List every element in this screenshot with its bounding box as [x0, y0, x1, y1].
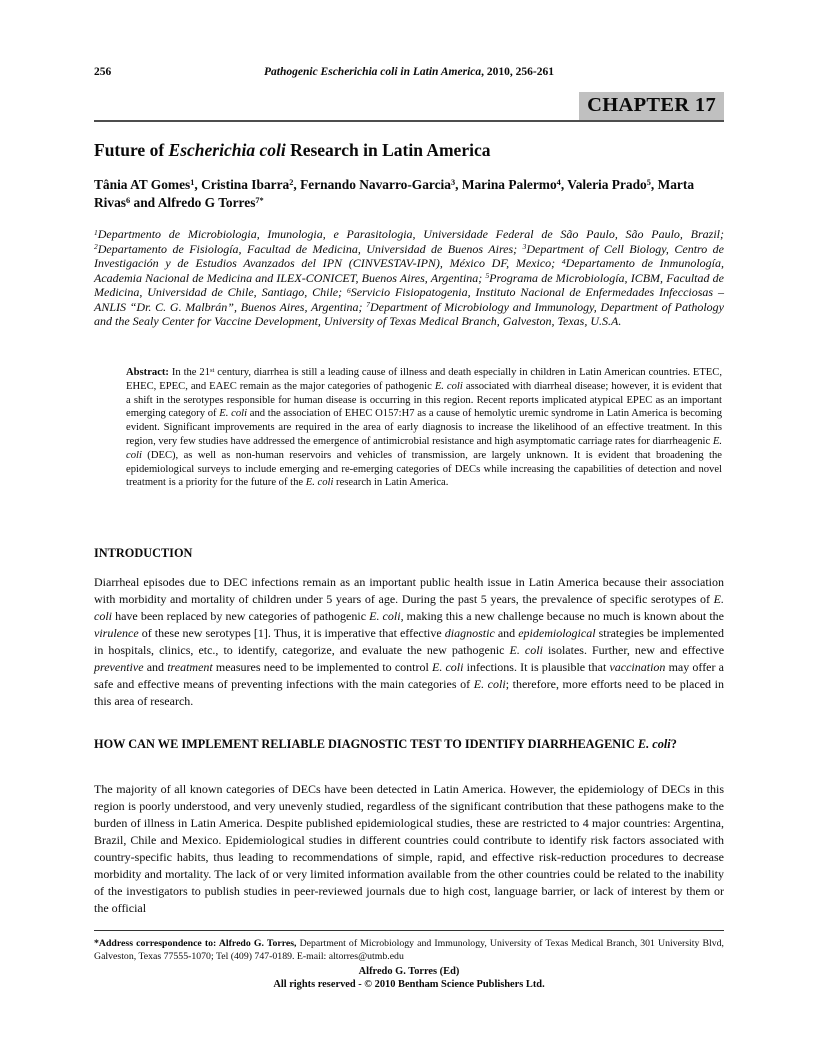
chapter-row: [94, 92, 724, 120]
footnote-divider: [94, 930, 724, 931]
abstract: Abstract: In the 21st century, diarrhea is still a leading cause of illness and death especially in children in Latin American countries. ETEC, EHEC, EPEC, and EAEC remain as the major categories of pathogenic E. coli associated with diarrheal disease; however, it is evident that a shift in the serotypes responsible for human disease is occurring in this region. Recent reports implicated atypical EPEC as an important emerging category of E. coli and the association of EHEC O157:H7 as a cause of hemolytic uremic syndrome in Latin America is becoming evident. Significant improvements are required in the area of early diagnosis to increase the likelihood of an effective treatment. In this region, very few studies have addressed the emergence of antimicrobial resistance and high asymptomatic carriage rates for diarrheagenic E. coli (DEC), as well as non-human reservoirs and vehicles of transmission, are largely unknown. It is evident that broadening the epidemiological surveys to include emerging and re-emerging categories of DECs while increasing the capabilities of detection and novel treatment is a priority for the future of the E. coli research in Latin America.: [126, 367, 722, 489]
introduction-paragraph: Diarrheal episodes due to DEC infections remain as an important public health issue in Latin America because their association with morbidity and mortality of children under 5 years of age. During the past 5 years, the prevalence of specific serotypes of E. coli have been replaced by new categories of pathogenic E. coli, making this a new challenge because no much is known about the virulence of these new serotypes [1]. Thus, it is imperative that effective diagnostic and epidemiological strategies be implemented in hospitals, clinics, etc., to identify, categorize, and evaluate the new pathogenic E. coli isolates. Further, new and effective preventive and treatment measures need to be implemented to control E. coli infections. It is plausible that vaccination may offer a safe and effective means of preventing infections with the main categories of E. coli; therefore, more efforts need to be placed in this area of research.: [94, 575, 725, 708]
section-heading-introduction: INTRODUCTION: [94, 546, 193, 560]
authors-line: Tânia AT Gomes$^1$, Cristina Ibarra$^2$, Fernando Navarro-Garcia$^3$, Marina Palermo$^4$, Valeria Prado$^5$, Marta Rivas$^6$ and Alfredo G Torres$^{7*}$: [94, 177, 695, 210]
footer-rights: All rights reserved - © 2010 Bentham Science Publishers Ltd.: [273, 979, 545, 990]
affiliations: $^1$Departmento de Microbiologia, Imunologia, e Parasitologia, Universidade Federal de São Paulo, São Paulo, Brazil; $^2$Departamento de Fisiología, Facultad de Medicina, Universidad de Buenos Aires; $^3$Department of Cell Biology, Centro de Investigación y de Estudios Avanzados del IPN (CINVESTAV-IPN), México DF, Mexico; $^4$Departamento de Inmunología, Academia Nacional de Medicina and ILEX-CONICET, Buenos Aires, Argentina; $^5$Programa de Microbiología, ICBM, Facultad de Medicina, Universidad de Chile, Santiago, Chile; $^6$Servicio Fisiopatogenia, Instituto Nacional de Enfermedades Infecciosas – ANLIS “Dr. C. G. Malbrán”, Buenos Aires, Argentina; $^7$Department of Microbiology and Immunology, Department of Pathology and the Sealy Center for Vaccine Development, University of Texas Medical Branch, Galveston, Texas, U.S.A.: [94, 227, 725, 328]
page-header: [94, 66, 724, 78]
chapter-label: CHAPTER 17: [579, 92, 724, 120]
page-title: Future of Escherichia coli Research in Latin America: [94, 140, 491, 160]
section-heading-diagnostic: HOW CAN WE IMPLEMENT RELIABLE DIAGNOSTIC TEST TO IDENTIFY DIARRHEAGENIC E. coli?: [94, 737, 677, 751]
header-divider: [94, 120, 724, 122]
correspondence-note: *Address correspondence to: Alfredo G. Torres, Department of Microbiology and Immunology, University of Texas Medical Branch, 301 University Blvd, Galveston, Texas 77555-1070; Tel (409) 747-0189. E-mail: altorres@utmb.edu: [94, 938, 724, 962]
running-title: Pathogenic Escherichia coli in Latin America, 2010, 256-261: [264, 66, 554, 78]
footer-editor: Alfredo G. Torres (Ed): [358, 966, 460, 977]
diagnostic-paragraph: The majority of all known categories of DECs have been detected in Latin America. However, the epidemiology of DECs in this region is poorly understood, and very unevenly studied, regardless of the significant contribution that these pathogens make to the burden of illness in Latin America. Despite published epidemiological studies, these are restricted to 4 major countries: Argentina, Brazil, Chile and Mexico. Epidemiological studies in different countries could contribute to identify risk factors associated with country-specific habits, thus leading to recommendations of simple, rapid, and effective risk-reduction procedures to decrease morbidity and mortality. The lack of or very limited information available from the other countries could be related to the inability of the investigators to publish studies in peer-reviewed journals due to high cost, language barrier, or lack of interest by them or the official: [94, 782, 724, 915]
page-number: 256: [94, 66, 112, 78]
